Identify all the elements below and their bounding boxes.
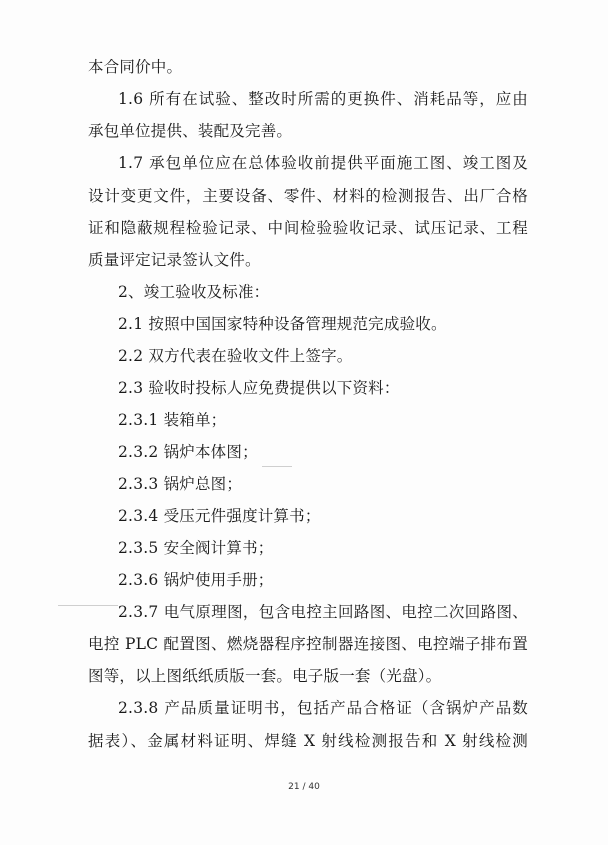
clause-2-3-4: 2.3.4 受压元件强度计算书； (118, 507, 321, 525)
clause-2-1: 2.1 按照中国国家特种设备管理规范完成验收。 (118, 315, 447, 333)
clause-2-3-5: 2.3.5 安全阀计算书； (118, 539, 274, 557)
clause-1-7-line-1: 1.7 承包单位应在总体验收前提供平面施工图、竣工图及 (118, 154, 528, 172)
clause-2-3-6: 2.3.6 锅炉使用手册； (118, 571, 274, 589)
clause-2-3-7-line-3: 图等，以上图纸纸质版一套。电子版一套（光盘）。 (88, 667, 442, 685)
scan-artifact-line (58, 605, 118, 606)
clause-2-3-8-line-1: 2.3.8 产品质量证明书，包括产品合格证（含锅炉产品数 (118, 699, 528, 717)
scan-artifact (262, 466, 292, 467)
clause-2-3-2: 2.3.2 锅炉本体图； (118, 443, 258, 461)
text-line-1: 本合同价中。 (88, 58, 183, 76)
clause-1-7-line-2: 设计变更文件，主要设备、零件、材料的检测报告、出厂合格 (88, 187, 528, 205)
clause-1-7-line-4: 质量评定记录签认文件。 (88, 251, 261, 269)
clause-1-6-line-1: 1.6 所有在试验、整改时所需的更换件、消耗品等，应由 (118, 90, 528, 108)
clause-2-3-8-line-2: 据表）、金属材料证明、焊缝 X 射线检测报告和 X 射线检测 (88, 732, 528, 750)
clause-2-3-1: 2.3.1 装箱单； (118, 411, 227, 429)
clause-2-3-3: 2.3.3 锅炉总图； (118, 475, 243, 493)
page-number: 21 / 40 (288, 782, 320, 792)
clause-2-3: 2.3 验收时投标人应免费提供以下资料： (118, 379, 400, 397)
clause-2-2: 2.2 双方代表在验收文件上签字。 (118, 347, 353, 365)
clause-2-3-7-line-2: 电控 PLC 配置图、燃烧器程序控制器连接图、电控端子排布置 (88, 635, 528, 653)
clause-2-3-7-line-1: 2.3.7 电气原理图，包含电控主回路图、电控二次回路图、 (118, 603, 528, 621)
clause-1-7-line-3: 证和隐蔽规程检验记录、中间检验验收记录、试压记录、工程 (88, 219, 528, 237)
section-2-heading: 2、竣工验收及标准： (118, 283, 270, 301)
clause-1-6-line-2: 承包单位提供、装配及完善。 (88, 122, 293, 140)
